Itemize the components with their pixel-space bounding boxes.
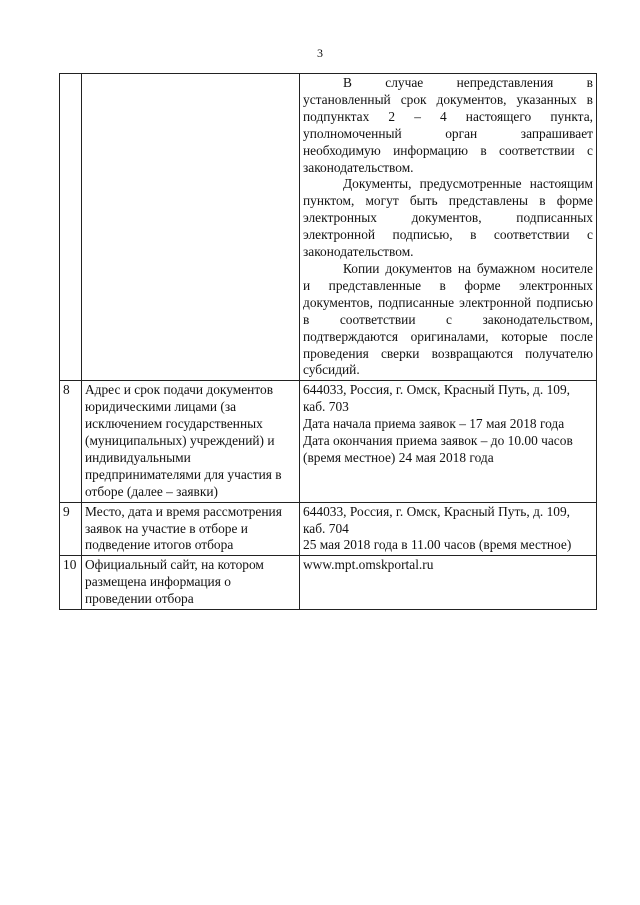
content-line: Дата начала приема заявок – 17 мая 2018 года [303, 416, 565, 432]
page-number: 3 [317, 46, 323, 60]
table-row [60, 556, 597, 610]
content-line: 644033, Россия, г. Омск, Красный Путь, д. 109, каб. 703 [303, 382, 571, 415]
row-number [60, 74, 82, 381]
table-row [60, 502, 597, 556]
website-link[interactable]: www.mpt.omskportal.ru [303, 557, 434, 573]
content-line: 25 мая 2018 года в 11.00 часов (время местное) [303, 537, 572, 553]
row-content [300, 502, 597, 556]
table-row [60, 74, 597, 381]
row-content [300, 381, 597, 502]
row-name: Место, дата и время рассмотрения заявок на участие в отборе и подведение итогов отбора [82, 502, 300, 556]
paragraph: Копии документов на бумажном носителе и представленные в форме электронных документов, подписанные электронной подписью в соответствии с законодательством, подтверждаются оригиналами, которые после проведения сверки возвращаются получателю субсидий. [303, 260, 593, 378]
row-number: 10 [60, 556, 82, 610]
row-number: 9 [60, 502, 82, 556]
table-row [60, 381, 597, 502]
row-content [300, 74, 597, 381]
row-name: Адрес и срок подачи документов юридическими лицами (за исключением государственных (муниципальных) учреждений) и индивидуальными предпринимателями для участия в отборе (далее – заявки) [82, 381, 300, 502]
content-line: Дата окончания приема заявок – до 10.00 часов (время местное) 24 мая 2018 года [303, 433, 573, 465]
row-name [82, 74, 300, 381]
requirements-table [59, 73, 597, 610]
row-content [300, 556, 597, 610]
paragraph: В случае непредставления в установленный срок документов, указанных в подпунктах 2 – 4 настоящего пункта, уполномоченный орган запрашивает необходимую информацию в соответствии с законодательством. [303, 75, 593, 175]
content-line: 644033, Россия, г. Омск, Красный Путь, д. 109, каб. 704 [303, 503, 571, 536]
row-number: 8 [60, 381, 82, 502]
paragraph: Документы, предусмотренные настоящим пунктом, могут быть представлены в форме электронных документов, подписанных электронной подписью, в соответствии с законодательством. [303, 176, 593, 260]
row-name: Официальный сайт, на котором размещена информация о проведении отбора [82, 556, 300, 610]
